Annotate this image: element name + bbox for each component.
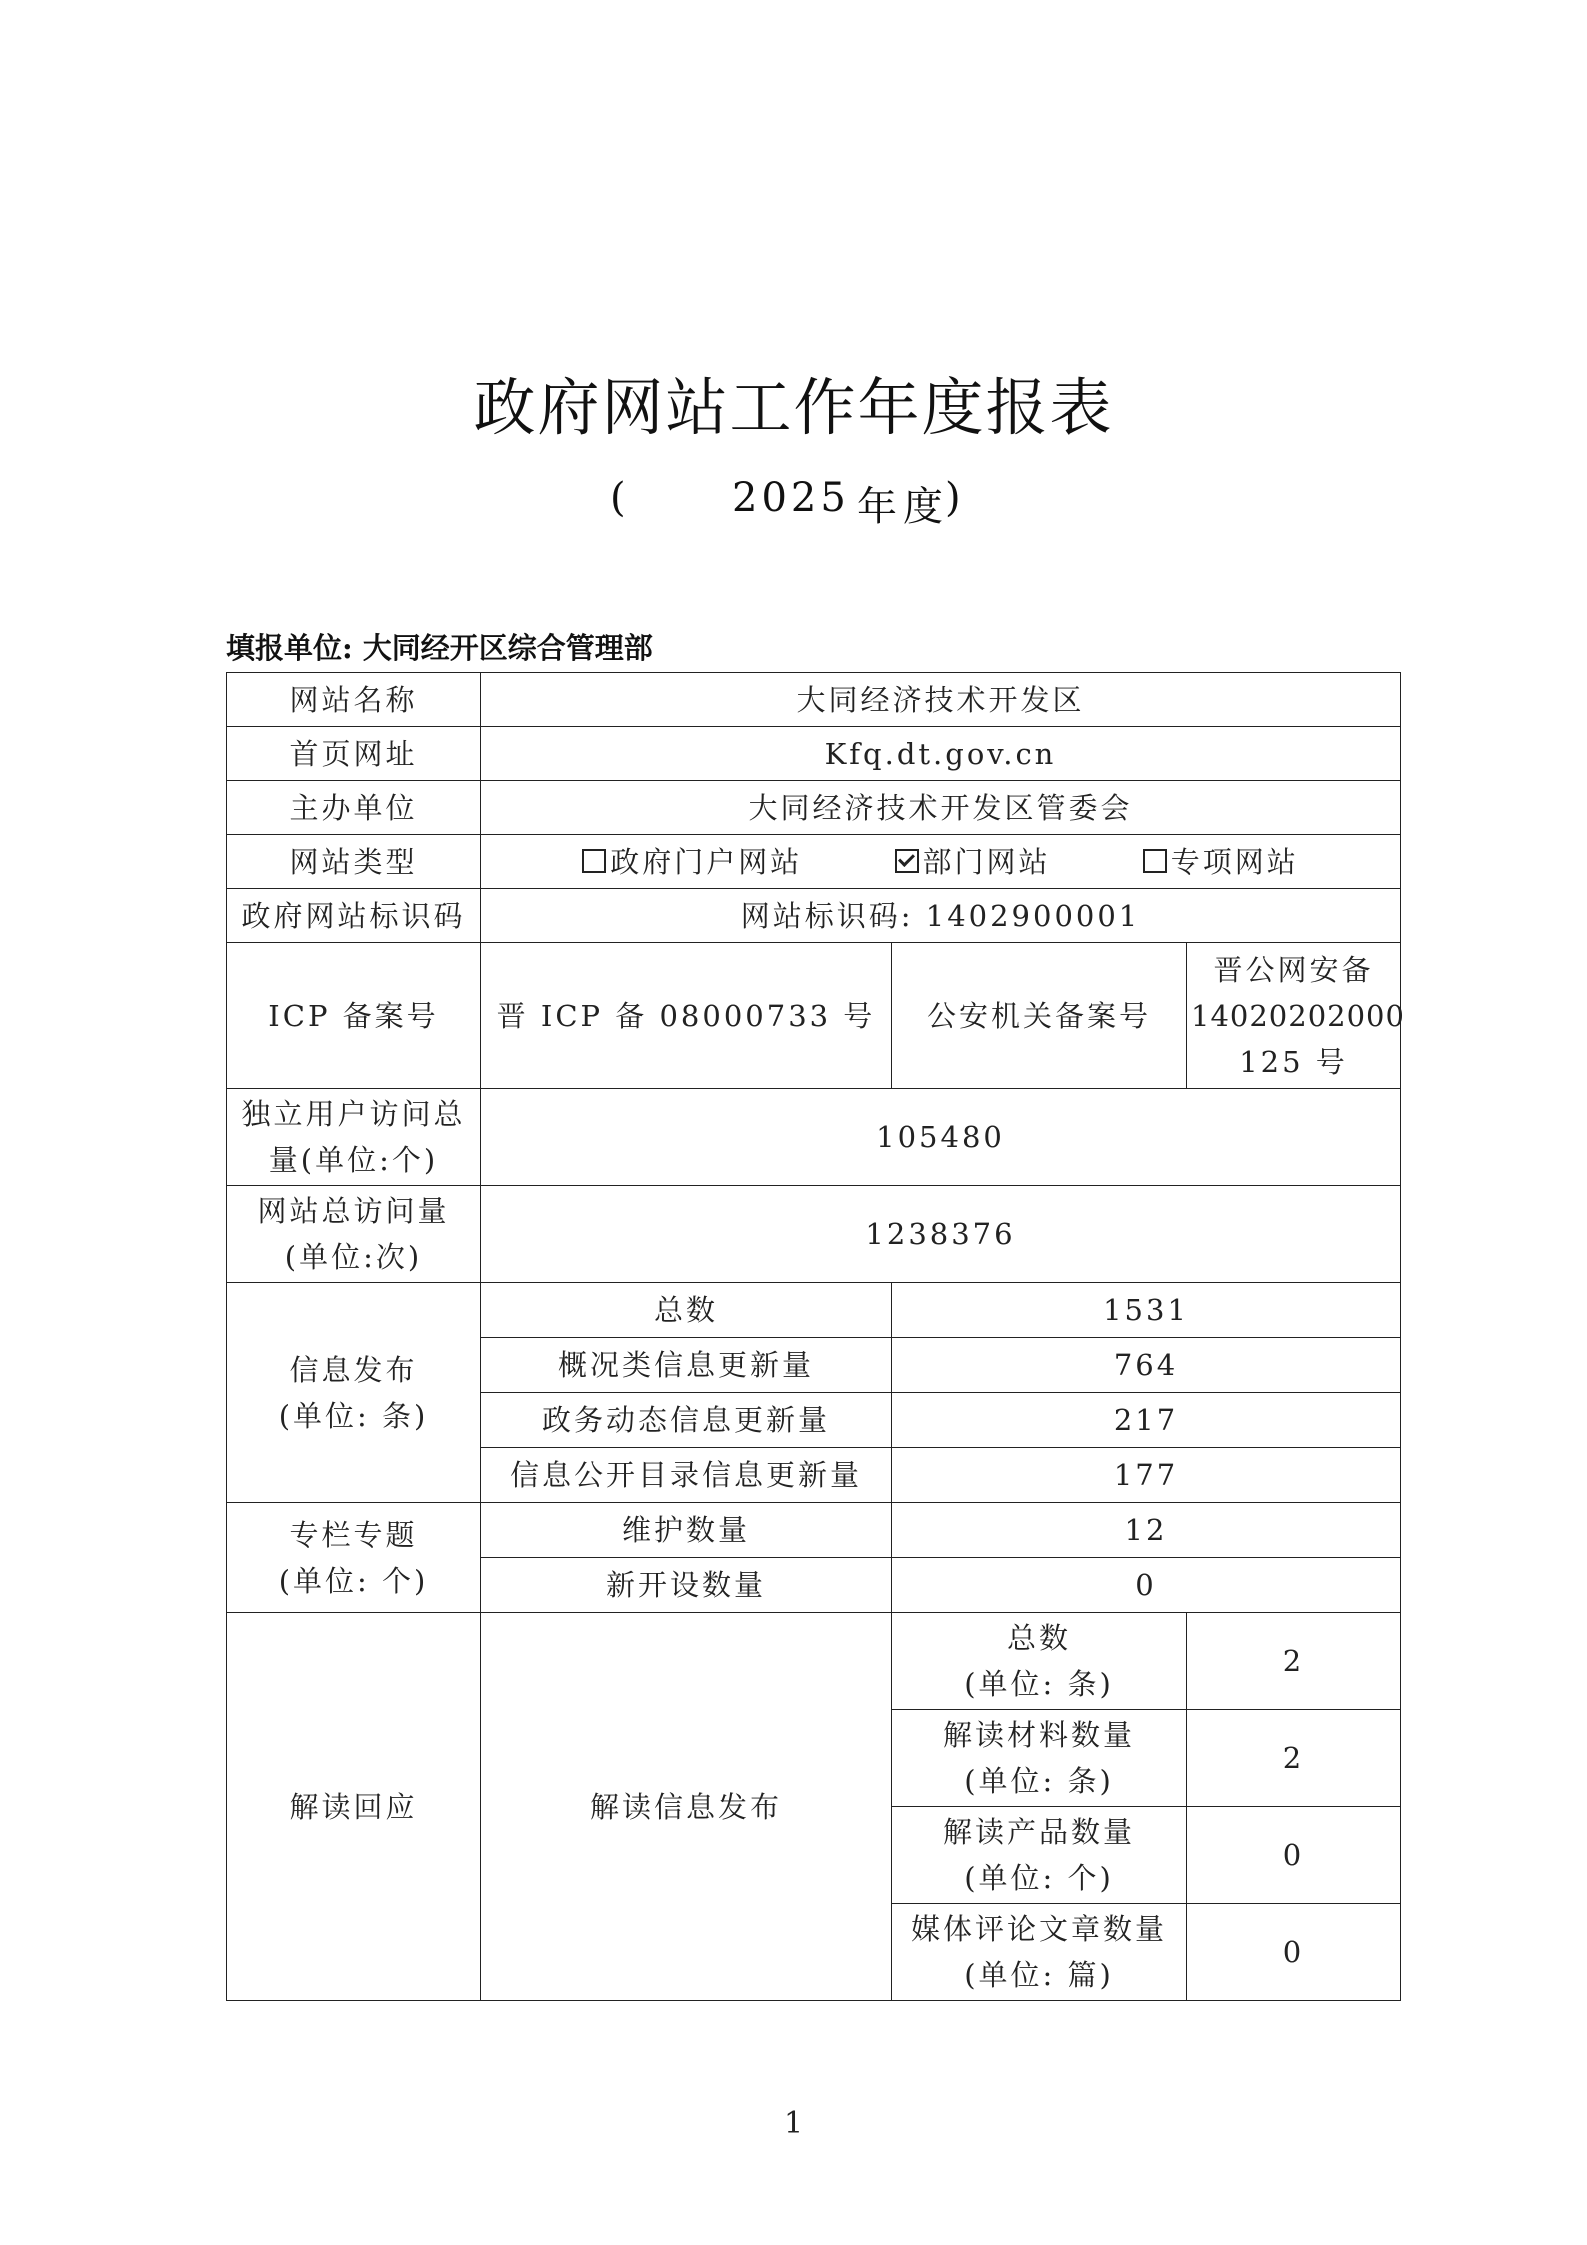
- label-line: 解读材料数量: [942, 1718, 1135, 1752]
- page-title: 政府网站工作年度报表: [473, 371, 1114, 444]
- label-line: 专栏专题: [289, 1517, 418, 1552]
- checkbox-icon[interactable]: [1143, 849, 1167, 873]
- filling-unit: 填报单位: 大同经开区综合管理部: [226, 631, 653, 665]
- column-item-label: 新开设数量: [481, 1558, 892, 1613]
- police-record-line: 晋公网安备: [1213, 952, 1374, 987]
- table-row: [227, 889, 1401, 943]
- label-line: 独立用户访问总: [241, 1097, 466, 1131]
- label-line: 信息发布: [289, 1352, 418, 1387]
- total-visits-value: 1238376: [481, 1186, 1401, 1283]
- report-table: [226, 672, 1405, 2001]
- host-unit-value: 大同经济技术开发区管委会: [481, 781, 1401, 835]
- homepage-value: Kfq.dt.gov.cn: [481, 727, 1401, 781]
- site-code-label: 政府网站标识码: [227, 889, 481, 943]
- info-item-label: 政务动态信息更新量: [481, 1393, 892, 1448]
- site-name-value: 大同经济技术开发区: [481, 673, 1401, 727]
- label-line: (单位: 条): [278, 1398, 429, 1433]
- site-name-label: 网站名称: [227, 673, 481, 727]
- option-label: 专项网站: [1170, 844, 1299, 879]
- column-item-value: 0: [892, 1558, 1401, 1613]
- icp-label: ICP 备案号: [227, 943, 481, 1089]
- table-row: [227, 673, 1401, 727]
- page-number: 1: [783, 2106, 804, 2141]
- checked-checkbox-icon[interactable]: [895, 849, 919, 873]
- site-type-option-special[interactable]: [1143, 839, 1299, 885]
- table-row: [227, 781, 1401, 835]
- table-row: [227, 1186, 1401, 1283]
- table-row: [227, 943, 1401, 1089]
- interp-item-label: [892, 1904, 1187, 2001]
- unique-visitors-value: 105480: [481, 1089, 1401, 1186]
- info-item-label: 总数: [481, 1283, 892, 1338]
- info-release-label: [227, 1283, 481, 1503]
- police-record-line: 125 号: [1239, 1044, 1348, 1079]
- site-type-label: 网站类型: [227, 835, 481, 889]
- interp-item-label: [892, 1807, 1187, 1904]
- left-paren: (: [610, 475, 626, 521]
- host-unit-label: 主办单位: [227, 781, 481, 835]
- year-value: 2025: [732, 475, 850, 521]
- info-item-value: 177: [892, 1448, 1401, 1503]
- column-item-value: 12: [892, 1503, 1401, 1558]
- label-line: (单位: 篇): [964, 1958, 1114, 1992]
- table-row: [227, 727, 1401, 781]
- interp-item-label: [892, 1710, 1187, 1807]
- total-visits-label: [227, 1186, 481, 1283]
- interpretation-label: 解读回应: [227, 1613, 481, 2001]
- police-record-line: 14020202000: [1191, 998, 1405, 1033]
- option-label: 部门网站: [922, 844, 1051, 879]
- interp-item-label: [892, 1613, 1187, 1710]
- columns-label: [227, 1503, 481, 1613]
- homepage-label: 首页网址: [227, 727, 481, 781]
- info-item-value: 217: [892, 1393, 1401, 1448]
- checkbox-icon[interactable]: [582, 849, 606, 873]
- option-label: 政府门户网站: [610, 844, 803, 879]
- site-type-option-department[interactable]: [895, 839, 1051, 885]
- label-line: (单位: 个): [964, 1861, 1114, 1895]
- column-item-label: 维护数量: [481, 1503, 892, 1558]
- label-line: (单位: 条): [964, 1667, 1114, 1701]
- info-item-label: 概况类信息更新量: [481, 1338, 892, 1393]
- interp-item-value: 2: [1187, 1613, 1401, 1710]
- report-year: [610, 475, 990, 535]
- interp-item-value: 2: [1187, 1710, 1401, 1807]
- table-row: [227, 835, 1401, 889]
- site-type-options: [481, 835, 1401, 889]
- info-item-value: 764: [892, 1338, 1401, 1393]
- table-row: [227, 1613, 1401, 1710]
- police-record-value: [1187, 943, 1405, 1089]
- right-paren: ): [945, 475, 961, 521]
- interp-item-value: 0: [1187, 1807, 1401, 1904]
- interpretation-sub-label: 解读信息发布: [481, 1613, 892, 2001]
- table-row: [227, 1503, 1401, 1558]
- label-line: 网站总访问量: [257, 1194, 450, 1228]
- label-line: (单位: 个): [278, 1563, 429, 1598]
- label-line: 媒体评论文章数量: [910, 1912, 1167, 1946]
- info-item-label: 信息公开目录信息更新量: [481, 1448, 892, 1503]
- table-row: [227, 1089, 1401, 1186]
- site-type-option-portal[interactable]: [582, 839, 802, 885]
- site-code-value: 网站标识码: 1402900001: [481, 889, 1401, 943]
- label-line: 解读产品数量: [942, 1815, 1135, 1849]
- unique-visitors-label: [227, 1089, 481, 1186]
- year-label: 年度: [857, 484, 949, 530]
- label-line: (单位:次): [284, 1240, 423, 1274]
- icp-value: 晋 ICP 备 08000733 号: [481, 943, 892, 1089]
- info-item-value: 1531: [892, 1283, 1401, 1338]
- label-line: (单位: 条): [964, 1764, 1114, 1798]
- label-line: 总数: [1006, 1621, 1071, 1655]
- interp-item-value: 0: [1187, 1904, 1401, 2001]
- table-row: [227, 1283, 1401, 1338]
- police-record-label: 公安机关备案号: [892, 943, 1187, 1089]
- label-line: 量(单位:个): [268, 1143, 439, 1177]
